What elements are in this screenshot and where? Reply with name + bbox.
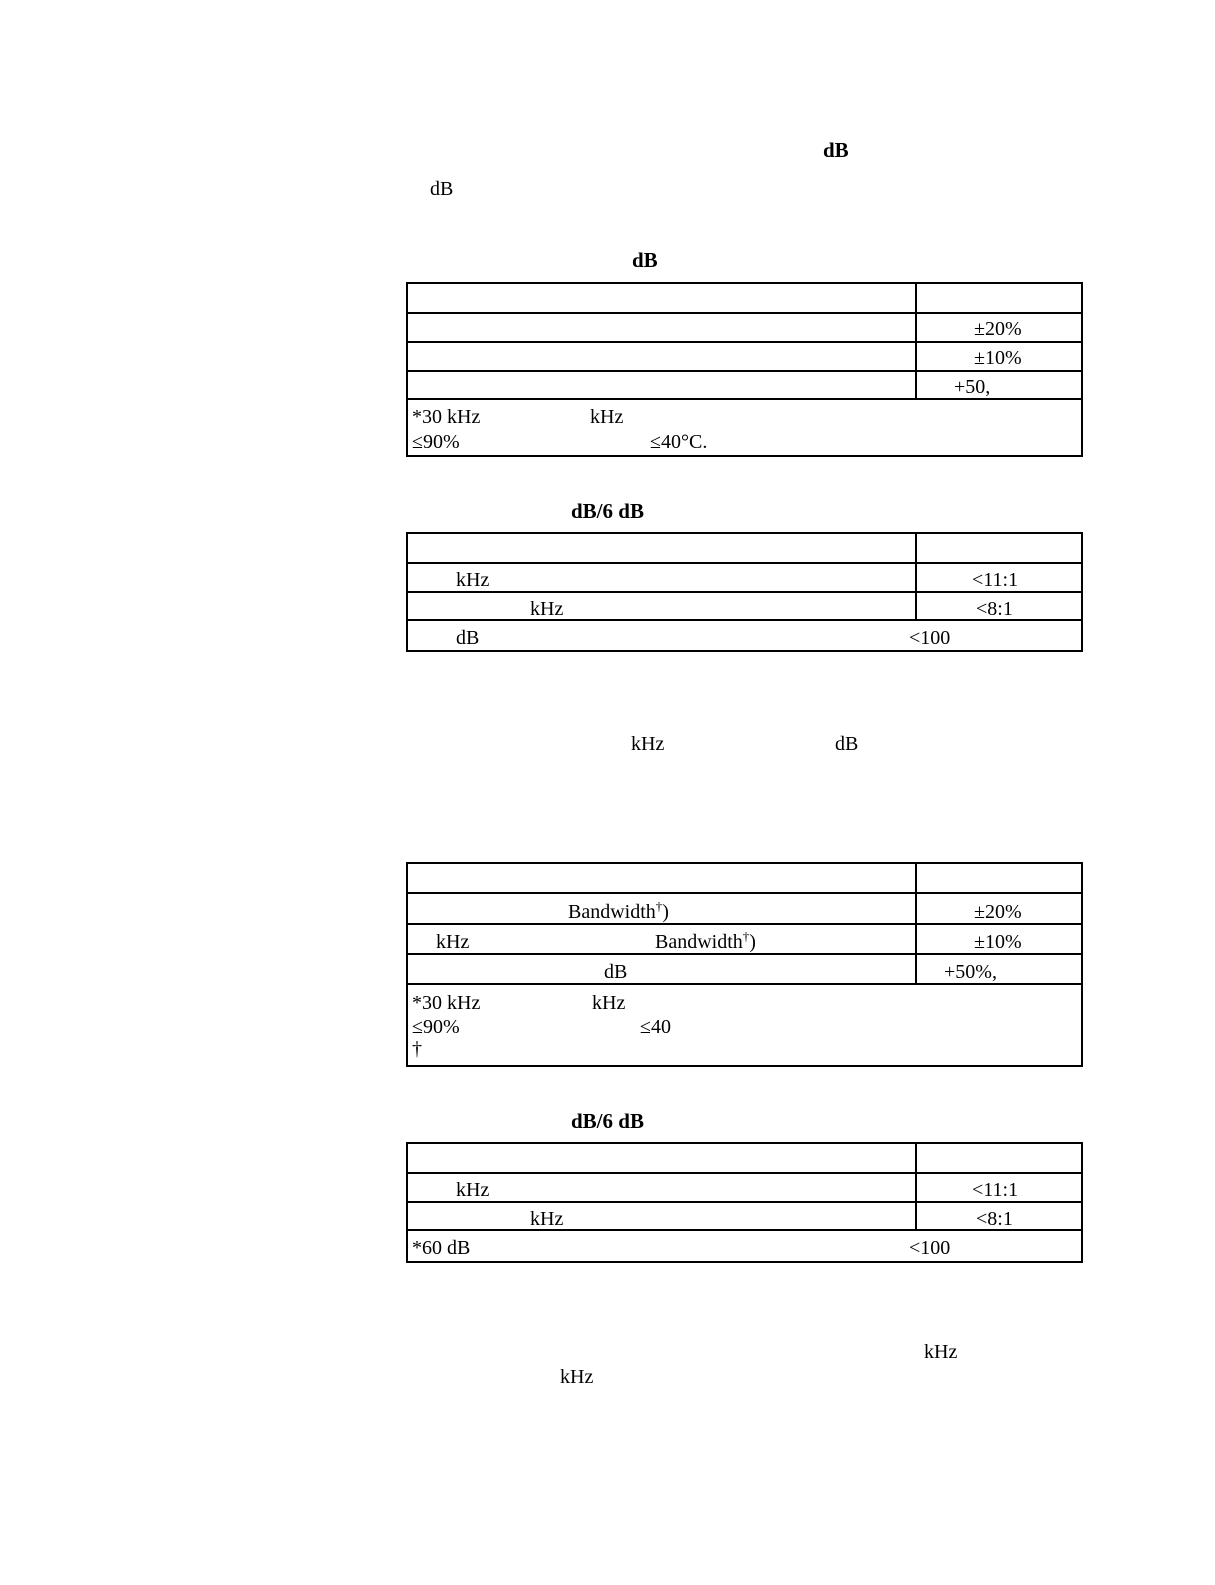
mid-text-db: dB bbox=[835, 733, 859, 755]
bottom-text-khz-2: kHz bbox=[560, 1366, 594, 1388]
table-row bbox=[408, 619, 1081, 652]
table4-row2-value: <8:1 bbox=[976, 1208, 1013, 1230]
table-row bbox=[408, 284, 1081, 312]
table3-row1-label: Bandwidth†) bbox=[568, 898, 669, 923]
table2-title: dB/6 dB bbox=[571, 499, 644, 523]
table4 bbox=[406, 1142, 1083, 1263]
table1-row2-value: ±10% bbox=[974, 347, 1022, 369]
table3-row2-label: Bandwidth†) bbox=[655, 928, 756, 953]
section-line-db: dB bbox=[430, 178, 454, 200]
table4-row1-label: kHz bbox=[456, 1179, 490, 1201]
table-row bbox=[408, 312, 1081, 342]
table2-row2-label: kHz bbox=[530, 598, 564, 620]
table3 bbox=[406, 862, 1083, 1067]
table-row bbox=[408, 892, 1081, 924]
table-row bbox=[408, 1144, 1081, 1173]
table3-note-2: kHz bbox=[592, 992, 626, 1014]
table2-row2-value: <8:1 bbox=[976, 598, 1013, 620]
table1 bbox=[406, 282, 1083, 457]
table2 bbox=[406, 532, 1083, 652]
table4-title: dB/6 dB bbox=[571, 1109, 644, 1133]
table1-note-1: *30 kHz bbox=[412, 406, 481, 428]
table3-note-5: † bbox=[412, 1038, 422, 1060]
table3-note-4: ≤40 bbox=[640, 1016, 671, 1038]
table-row bbox=[408, 534, 1081, 563]
table1-row3-value: +50, bbox=[954, 376, 991, 398]
table2-row3-value: <100 bbox=[909, 627, 951, 649]
table4-row2-label: kHz bbox=[530, 1208, 564, 1230]
table3-row1-value: ±20% bbox=[974, 901, 1022, 923]
table3-row3-value: +50%, bbox=[944, 961, 997, 983]
table3-row3-label: dB bbox=[604, 961, 628, 983]
section-heading-db: dB bbox=[823, 138, 849, 162]
table-row bbox=[408, 1229, 1081, 1263]
table-row bbox=[408, 562, 1081, 592]
table-row bbox=[408, 1201, 1081, 1231]
table1-title: dB bbox=[632, 248, 658, 272]
table-row bbox=[408, 370, 1081, 400]
table3-row2-khz: kHz bbox=[436, 931, 470, 953]
table1-note-4: ≤40°C. bbox=[650, 431, 708, 453]
table-row bbox=[408, 923, 1081, 954]
table4-row1-value: <11:1 bbox=[972, 1179, 1019, 1201]
table-row bbox=[408, 341, 1081, 371]
table1-row1-value: ±20% bbox=[974, 318, 1022, 340]
bottom-text-khz-1: kHz bbox=[924, 1341, 958, 1363]
table1-note-2: kHz bbox=[590, 406, 624, 428]
table3-note-1: *30 kHz bbox=[412, 992, 481, 1014]
table-row bbox=[408, 864, 1081, 893]
table-row bbox=[408, 591, 1081, 621]
table-row bbox=[408, 1172, 1081, 1202]
table1-note-3: ≤90% bbox=[412, 431, 460, 453]
table-row bbox=[408, 953, 1081, 984]
table4-row3-value: <100 bbox=[909, 1237, 951, 1259]
table4-row3-label: *60 dB bbox=[412, 1237, 471, 1259]
mid-text-khz: kHz bbox=[631, 733, 665, 755]
table3-notes bbox=[408, 983, 1081, 1067]
table2-row1-label: kHz bbox=[456, 569, 490, 591]
table3-note-3: ≤90% bbox=[412, 1016, 460, 1038]
table2-row3-label: dB bbox=[456, 627, 480, 649]
table2-row1-value: <11:1 bbox=[972, 569, 1019, 591]
table1-notes bbox=[408, 398, 1081, 457]
table3-row2-value: ±10% bbox=[974, 931, 1022, 953]
